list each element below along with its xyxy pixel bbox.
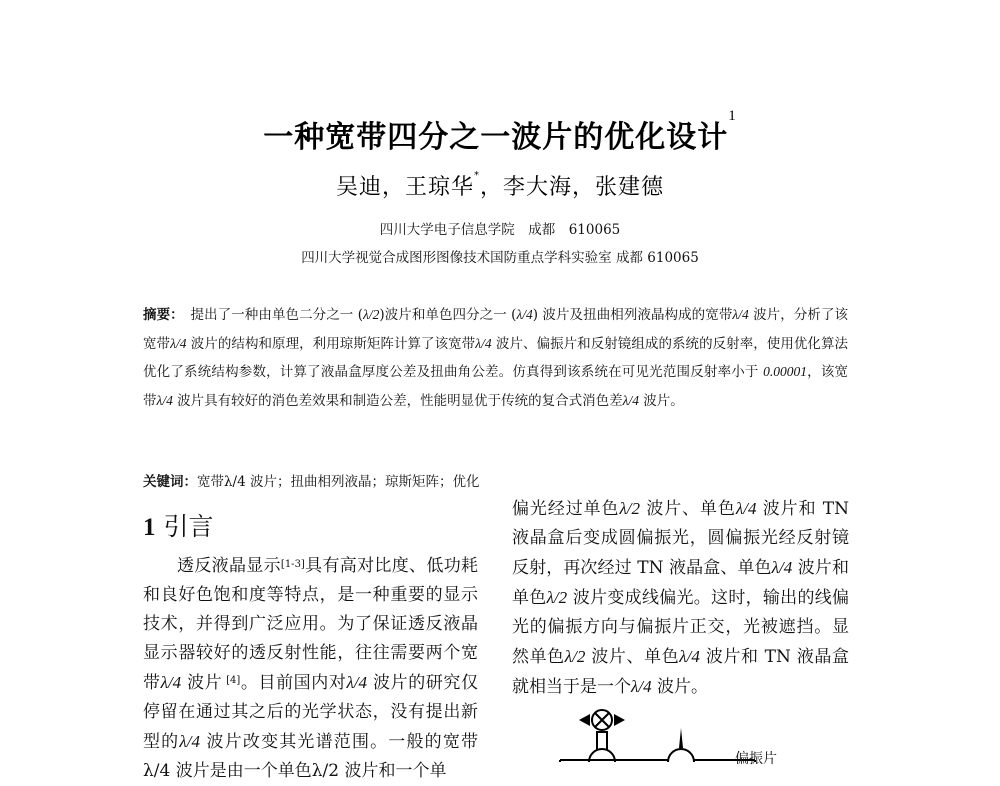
lambda-symbol: λ/2 bbox=[564, 647, 586, 666]
body-column-right bbox=[512, 494, 849, 702]
lambda-symbol: λ/4 bbox=[622, 392, 640, 408]
section-title: 引言 bbox=[163, 512, 214, 541]
paper-title-text: 一种宽带四分之一波片的优化设计 bbox=[263, 120, 729, 155]
lambda-symbol: λ/4 bbox=[732, 307, 749, 322]
body-text: 具有高对比度、低功耗和良好色饱和度等特点，是一种重要的显示技术，并得到广泛应用。为了保证透反液晶显示器较好的透反射性能，往往需要两个宽带 bbox=[143, 556, 479, 693]
body-column-left bbox=[143, 552, 478, 786]
body-text: 波片 bbox=[181, 673, 223, 693]
abstract-text: 波片。 bbox=[639, 392, 684, 409]
lambda-symbol: λ/4 bbox=[475, 335, 492, 351]
citation-ref: [4] bbox=[222, 675, 241, 686]
authors-part-2: ，李大海，张建德 bbox=[480, 175, 665, 200]
lambda-symbol: λ/4 bbox=[771, 558, 793, 577]
section-number: 1 bbox=[143, 514, 156, 541]
lambda-symbol: λ/4 bbox=[631, 677, 652, 696]
abstract-text: ) 波片及扭曲相列液晶构成的宽带 bbox=[532, 307, 733, 323]
body-text: 。目前国内对 bbox=[240, 673, 347, 693]
citation-ref: [1-3] bbox=[280, 559, 305, 570]
body-text: 波片、单色 bbox=[585, 647, 680, 667]
lambda-symbol: λ/4 bbox=[160, 673, 182, 692]
lambda-symbol: λ/4 bbox=[735, 499, 757, 518]
abstract-text: ，该宽带 bbox=[143, 364, 848, 409]
arrow-left-icon bbox=[579, 714, 590, 726]
paper-title bbox=[0, 108, 1000, 156]
abstract-label: 摘要： bbox=[143, 307, 177, 323]
body-text: 偏光经过单色 bbox=[512, 499, 620, 519]
reflectance-value: 0.00001 bbox=[763, 364, 807, 379]
abstract bbox=[143, 301, 848, 415]
body-text: 波片和单色 bbox=[512, 558, 849, 608]
body-text: 波片变成线偏光。这时，输出的线偏光的偏振方向与偏振片正交，光被遮挡。显然单色 bbox=[512, 588, 850, 667]
lambda-symbol: λ/2 bbox=[363, 307, 380, 322]
abstract-text: 波片的结构和原理，利用琼斯矩阵计算了该宽带 bbox=[186, 335, 476, 352]
keywords bbox=[143, 470, 479, 490]
keywords-text: 宽带λ/4 波片；扭曲相列液晶；琼斯矩阵；优化 bbox=[197, 474, 480, 490]
lambda-symbol: λ/4 bbox=[346, 673, 368, 692]
lambda-symbol: λ/2 bbox=[546, 588, 568, 607]
figure-label-polarizer: 偏振片 bbox=[735, 751, 777, 767]
abstract-text: 波片、偏振片和反射镜组成的系统的反射率，使用优化算法优化了系统结构参数，计算了液晶盒厚度公差及扭曲角公差。仿真得到该系统在可见光范围反射率小于 bbox=[143, 335, 849, 380]
affiliation-2: 四川大学视觉合成图形图像技术国防重点学科实验室 成都 610065 bbox=[301, 250, 699, 266]
arrow-right-icon bbox=[614, 714, 625, 726]
lambda-symbol: λ/2 bbox=[619, 499, 641, 518]
lambda-symbol: λ/4 bbox=[516, 307, 533, 322]
abstract-text: 波片具有较好的消色差效果和制造公差，性能明显优于传统的复合式消色差 bbox=[172, 392, 623, 409]
authors-part-1: 吴迪，王琼华 bbox=[335, 175, 474, 200]
body-text: 波片。 bbox=[651, 677, 708, 697]
body-text: 透反液晶显示 bbox=[177, 556, 281, 576]
body-text: 波片、单色 bbox=[640, 499, 736, 519]
keywords-label: 关键词： bbox=[143, 474, 197, 490]
ray-spike-icon bbox=[679, 728, 683, 748]
body-text: 波片和 TN 液晶盒就相当于是一个 bbox=[512, 647, 850, 697]
body-text: 波片改变其光谱范围。一般的宽带λ/4 波片是由一个单色λ/2 波片和一个单 bbox=[143, 732, 479, 781]
abstract-text: )波片和单色四分之一 ( bbox=[379, 307, 517, 323]
lambda-symbol: λ/4 bbox=[179, 732, 200, 751]
detector-bump-icon bbox=[668, 749, 694, 762]
abstract-text: 提出了一种由单色二分之一 ( bbox=[176, 307, 363, 323]
lambda-symbol: λ/4 bbox=[679, 647, 700, 666]
polarization-symbol-icon bbox=[592, 710, 612, 730]
title-footnote-mark: 1 bbox=[728, 108, 737, 124]
lambda-symbol: λ/4 bbox=[170, 335, 187, 351]
author-list bbox=[0, 170, 1000, 201]
abstract-text: 波片，分析了该宽带 bbox=[143, 307, 849, 352]
lambda-symbol: λ/4 bbox=[156, 392, 173, 408]
body-text: 波片的研究仅停留在通过其之后的光学状态，没有提出新型的 bbox=[143, 673, 479, 752]
affiliation-1: 四川大学电子信息学院 成都 610065 bbox=[379, 222, 621, 238]
body-text: 波片和 TN 液晶盒后变成圆偏振光，圆偏振光经反射镜反射，再次经过 TN 液晶盒、单色 bbox=[512, 499, 850, 578]
corresponding-author-mark: * bbox=[474, 170, 480, 181]
section-heading-introduction bbox=[143, 507, 213, 543]
